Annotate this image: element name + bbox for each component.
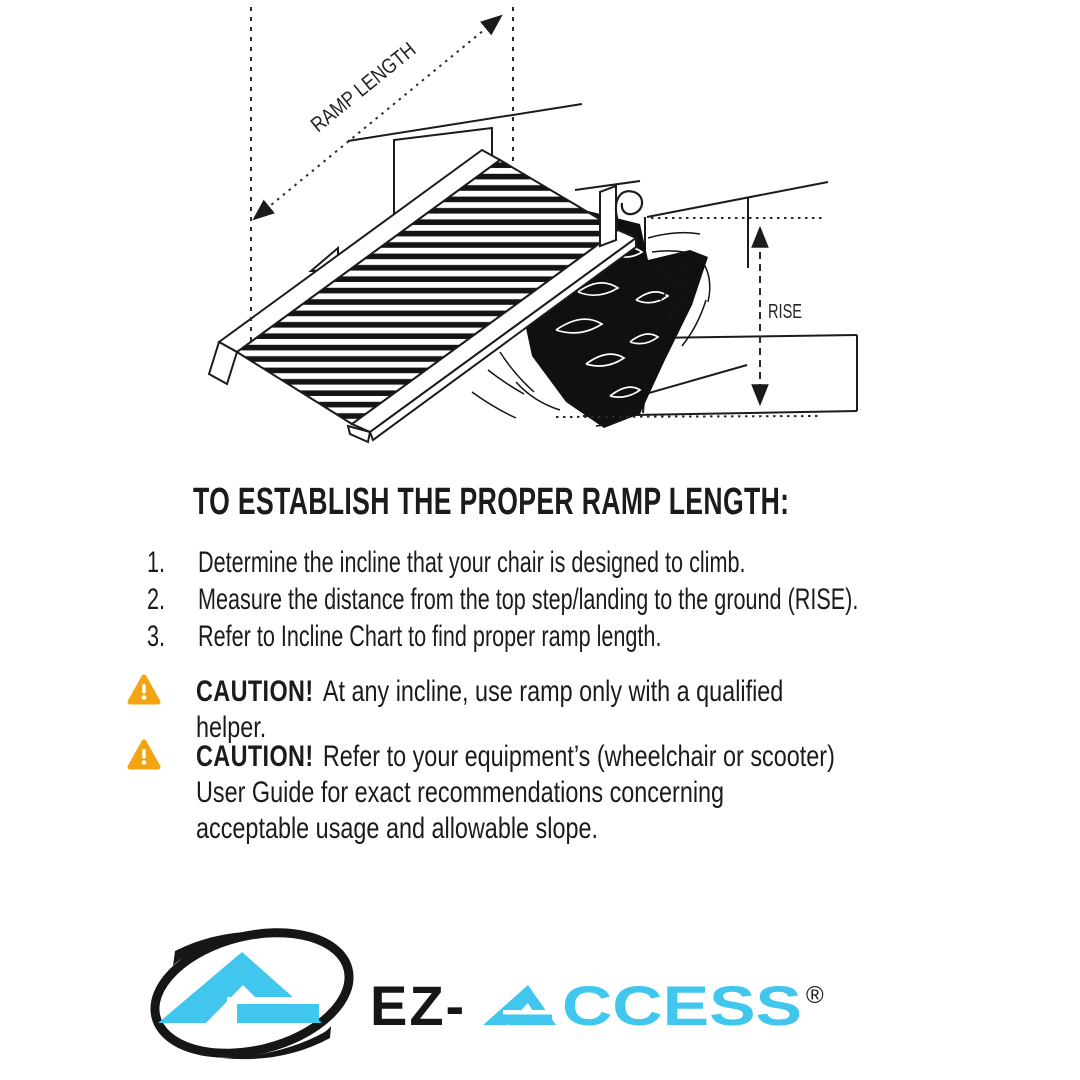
rise-label: RISE <box>768 301 802 323</box>
caution-2-line-3: acceptable usage and allowable slope. <box>196 812 599 845</box>
warning-triangle-icon <box>127 674 161 705</box>
page-title: TO ESTABLISH THE PROPER RAMP LENGTH: <box>193 481 790 523</box>
ramp-length-label: RAMP LENGTH <box>306 23 439 137</box>
caution-label: CAUTION! <box>196 675 314 708</box>
list-item: Measure the distance from the top step/landing to the ground (RISE). <box>198 583 859 616</box>
logo-text-ccess: CCESS <box>562 974 802 1037</box>
section-heading <box>193 483 1045 521</box>
list-item: Refer to Incline Chart to find proper ramp length. <box>198 620 662 653</box>
caution-label: CAUTION! <box>196 740 314 773</box>
caution-2-line-1 <box>196 742 1015 772</box>
ez-access-logo <box>0 900 1080 1080</box>
logo-wordmark <box>370 974 824 1037</box>
warning-triangle-icon <box>127 739 161 770</box>
caution-1-line-1 <box>196 677 949 707</box>
logo-letter-a-triangle <box>483 985 556 1025</box>
ramp-diagram <box>0 0 1080 470</box>
logo-text-ez: EZ- <box>370 974 467 1037</box>
list-item-number: 3. <box>147 620 166 653</box>
registered-trademark-icon: ® <box>806 982 824 1009</box>
caution-text: At any incline, use ramp only with a qualified <box>322 675 784 708</box>
caution-text: Refer to your equipment’s (wheelchair or scooter) <box>322 740 835 773</box>
list-item: Determine the incline that your chair is designed to climb. <box>198 546 746 579</box>
list-item-number: 2. <box>147 583 166 616</box>
caution-1-line-2: helper. <box>196 711 267 744</box>
list-item-number: 1. <box>147 546 166 579</box>
caution-2-line-2: User Guide for exact recommendations concerning <box>196 776 725 809</box>
